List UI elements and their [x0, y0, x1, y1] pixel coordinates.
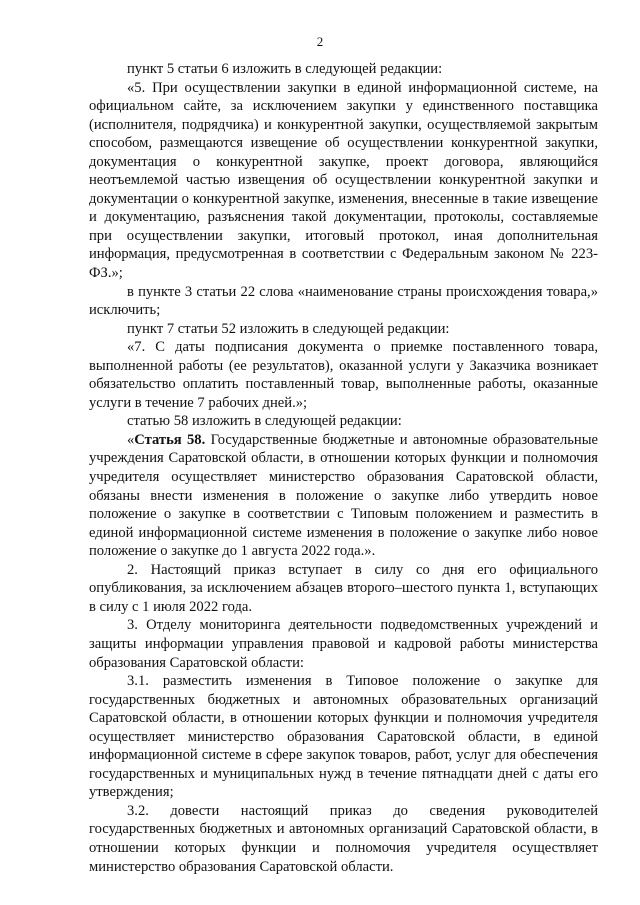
- article-heading: Статья 58.: [134, 431, 206, 448]
- paragraph-2: «5. При осуществлении закупки в единой информационной системе, на официальном сайте, за исключением закупки у единственного поставщика (исполнителя, подрядчика) и конкурентной закупки, осуществляемой закрытым способом, размещаются извещение об осуществлении конкурентной закупки, документация о конкурентной закупке, проект договора, являющийся неотъемлемой частью извещения об осуществлении конкурентной закупки и документации о конкурентной закупке, изменения, внесенные в такие извещение и документацию, разъяснения такой документации, протоколы, составляемые при осуществлении закупки, итоговый протокол, иная дополнительная информация, предусмотренная в соответствии с Федеральным законом № 223-ФЗ.»;: [89, 79, 598, 282]
- paragraph-3: в пункте 3 статьи 22 слова «наименование страны происхождения товара,» исключить;: [89, 283, 598, 319]
- quote-open: «: [127, 431, 135, 448]
- paragraph-6: статью 58 изложить в следующей редакции:: [127, 413, 402, 430]
- paragraph-10: 3.1. разместить изменения в Типовое положение о закупке для государственных бюджетных и автономных образовательных организаций Саратовской области, в отношении которых функции и полномочия учредителя осуществляет министерство образования Саратовской области, в единой информационной системе в сфере закупок товаров, работ, услуг для обеспечения государственных и муниципальных нужд в течение пятнадцати дней с даты его утверждения;: [89, 673, 598, 801]
- paragraph-8: 2. Настоящий приказ вступает в силу со дня его официального опубликования, за исключением абзацев второго–шестого пункта 1, вступающих в силу с 1 июля 2022 года.: [89, 561, 598, 615]
- article-text: Государственные бюджетные и автономные образовательные учреждения Саратовской области, в отношении которых функции и полномочия учредителя осуществляет министерство образования Саратовской области, обязаны внести изменения в положение о закупке либо утвердить новое положение о закупке в соответствии с Типовым положением и разместить в единой информационной системе изменения в положение о закупке либо новое положение о закупке до 1 августа 2022 года.».: [89, 431, 598, 560]
- page-number: 2: [316, 34, 324, 49]
- document-body: [89, 60, 598, 876]
- paragraph-9: 3. Отделу мониторинга деятельности подведомственных учреждений и защиты информации управления правовой и кадровой работы министерства образования Саратовской области:: [89, 617, 598, 671]
- paragraph-11: 3.2. довести настоящий приказ до сведения руководителей государственных бюджетных и автономных организаций Саратовской области, в отношении которых функции и полномочия учредителя осуществляет министерство образования Саратовской области.: [89, 802, 598, 875]
- paragraph-5: «7. С даты подписания документа о приемке поставленного товара, выполненной работы (ее результатов), оказанной услуги у Заказчика возникает обязательство оплатить поставленный товар, выполненные работы, оказанные услуги в течение 7 рабочих дней.»;: [89, 339, 598, 411]
- paragraph-7: [89, 431, 598, 561]
- paragraph-1: пункт 5 статьи 6 изложить в следующей редакции:: [127, 61, 443, 77]
- paragraph-4: пункт 7 статьи 52 изложить в следующей редакции:: [127, 320, 450, 337]
